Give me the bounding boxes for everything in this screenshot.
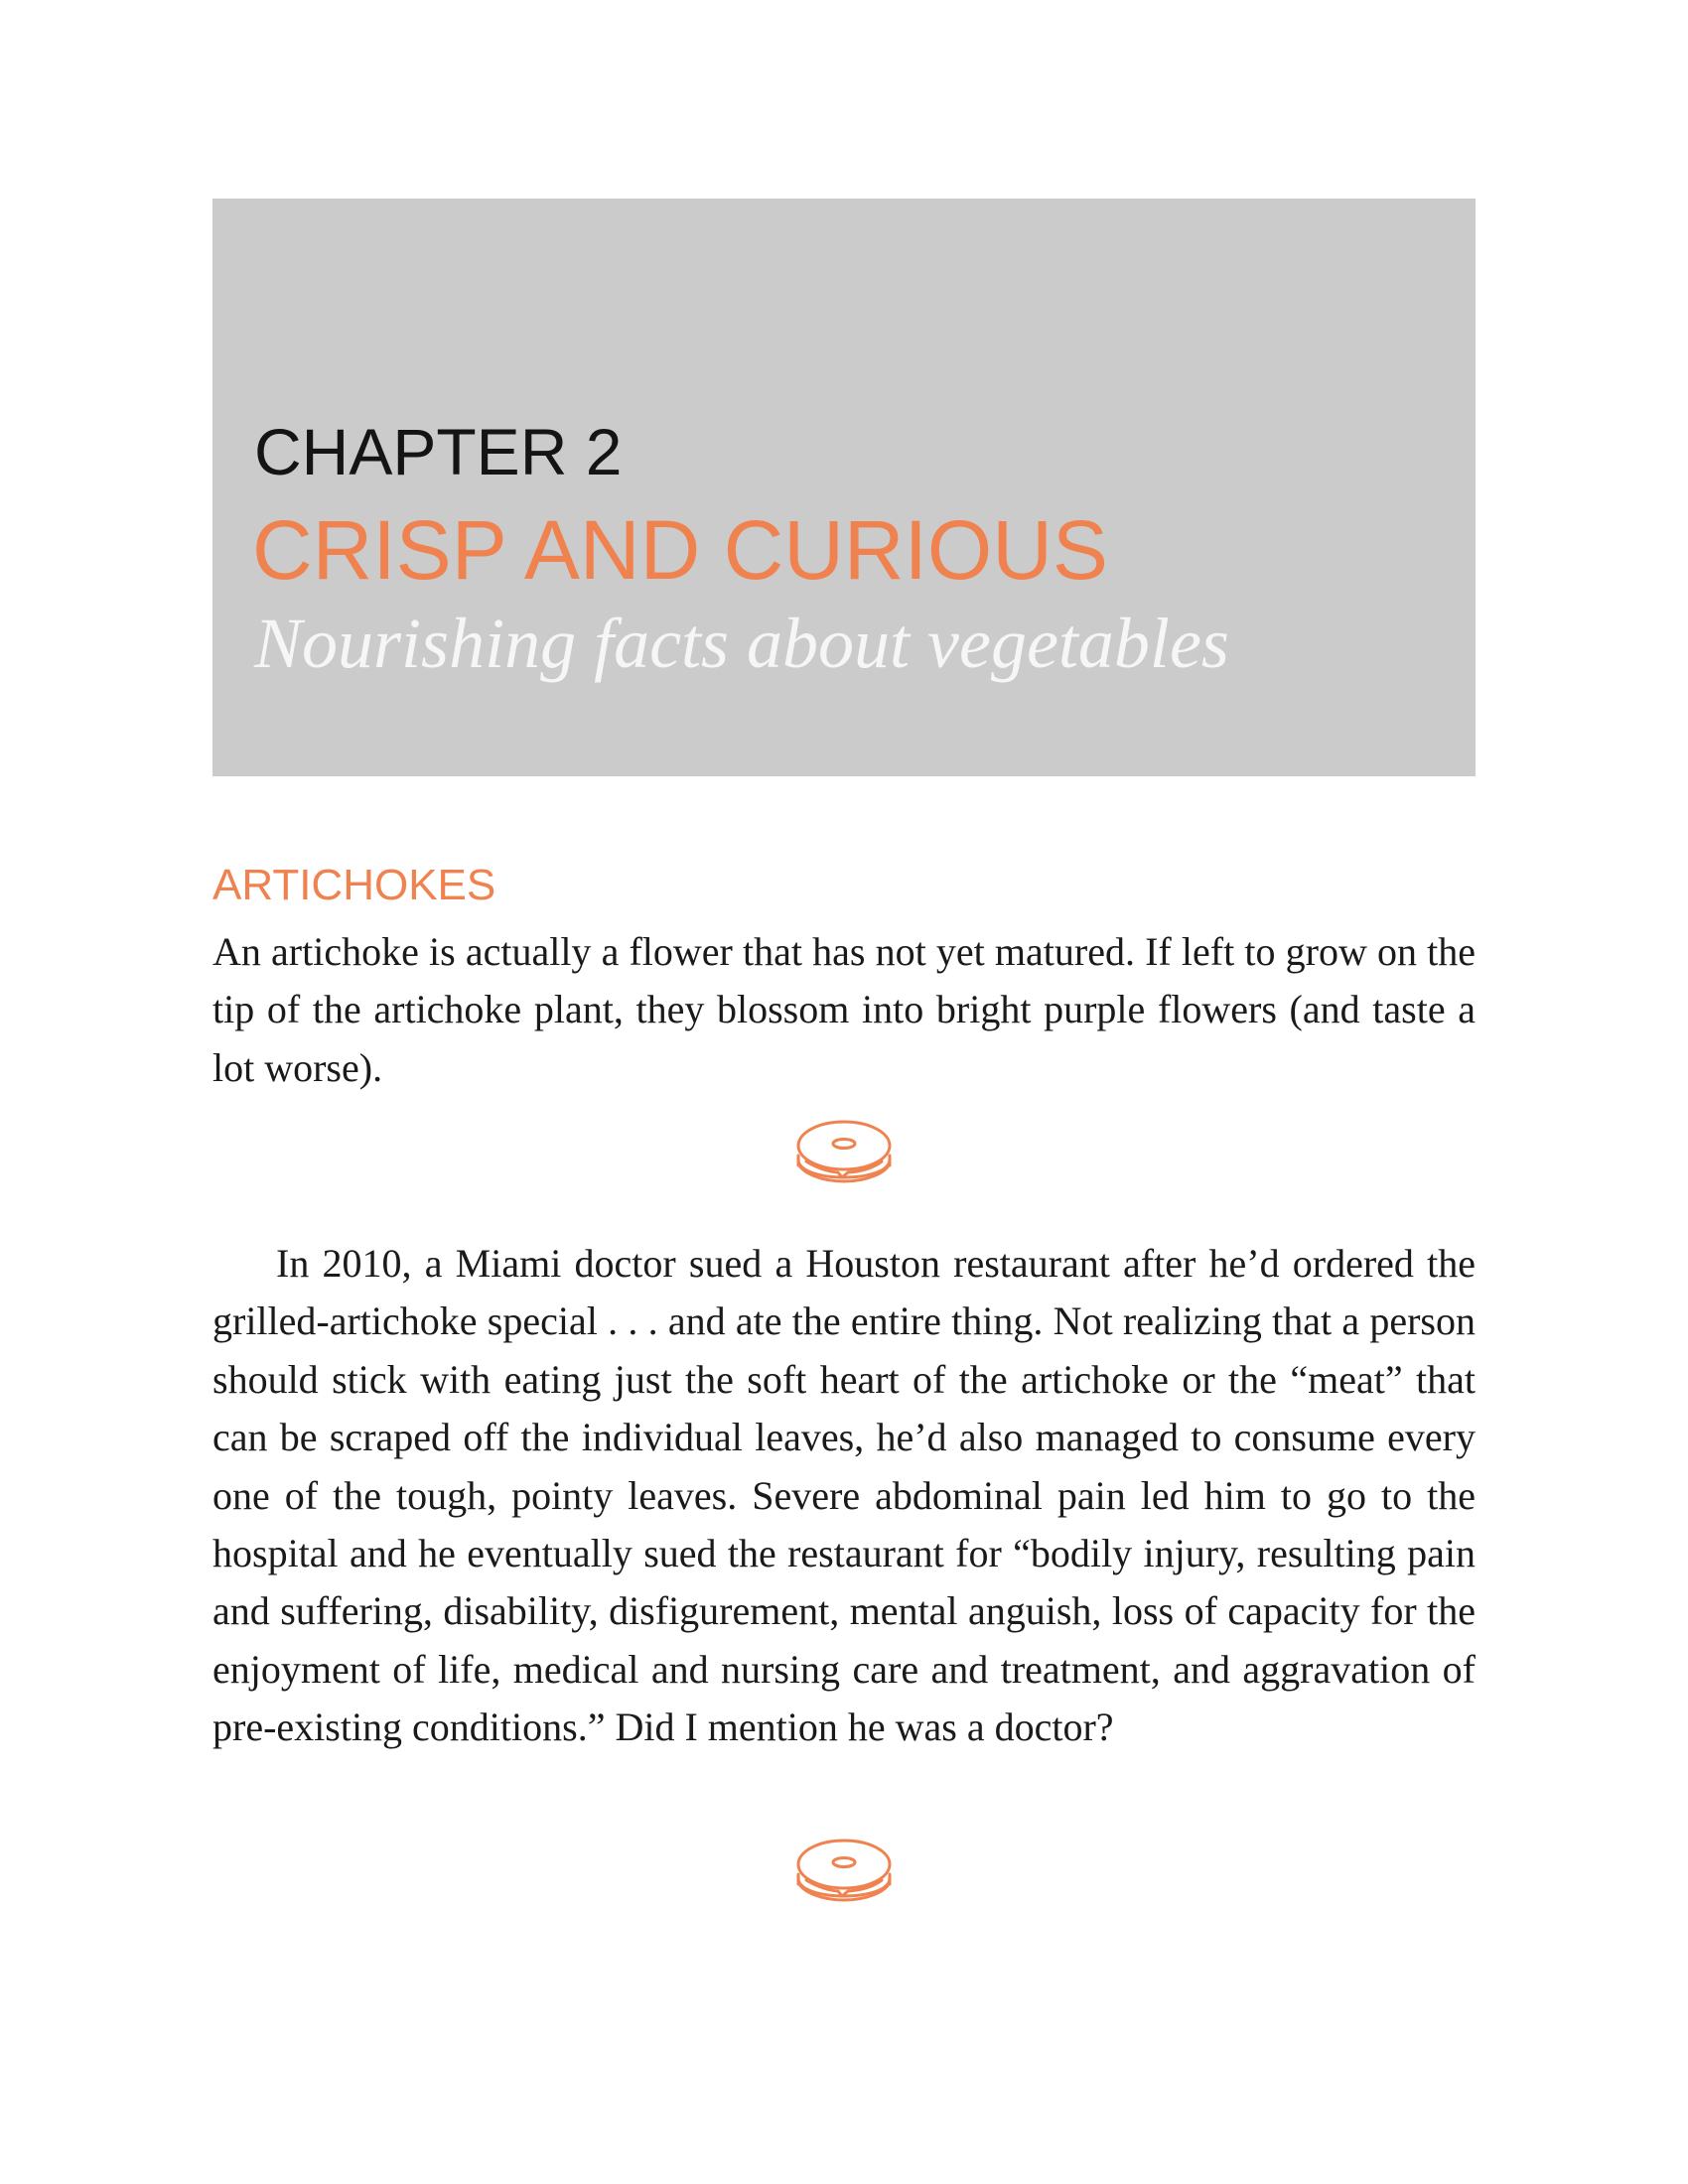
section-heading: ARTICHOKES [212,861,496,909]
chapter-title: CRISP AND CURIOUS [252,503,1108,597]
body-paragraph: An artichoke is actually a flower that has not yet matured. If left to grow on the tip of the artichoke plant, they blossom into bright purple flowers (and taste a lot worse). [212,929,1476,1090]
body-paragraph: In 2010, a Miami doctor sued a Houston restaurant after he’d ordered the grilled-artichoke special . . . and ate the entire thing. Not realizing that a person should stick with eating just the soft heart of the artichoke or the “meat” that can be scraped off the individual leaves, he’d also managed to consume every one of the tough, pointy leaves. Severe abdominal pain led him to go to the hospital and he eventually sued the restaurant for “bodily injury, resulting pain and suffering, disability, disfigurement, mental anguish, loss of capacity for the enjoyment of life, medical and nursing care and treatment, and aggravation of pre-existing conditions.” Did I mention he was a doctor? [212,1241,1476,1750]
chapter-header-block [212,199,1476,776]
bagel-icon [792,1116,896,1195]
bagel-icon [792,1835,896,1914]
chapter-subtitle: Nourishing facts about vegetables [254,604,1229,683]
chapter-number: CHAPTER 2 [254,415,623,488]
